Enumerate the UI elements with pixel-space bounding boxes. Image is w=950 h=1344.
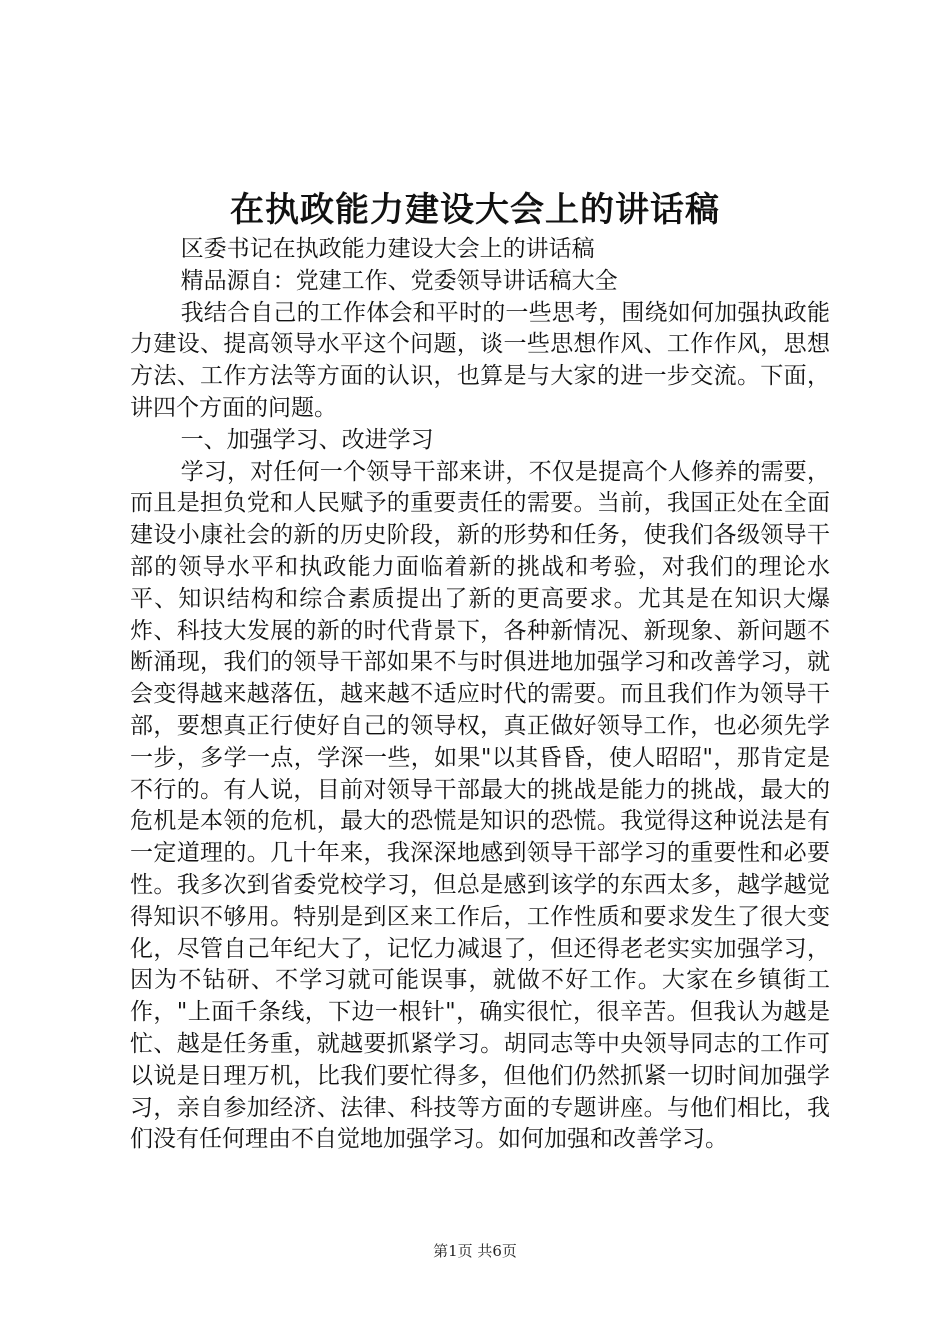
document-title: 在执政能力建设大会上的讲话稿: [230, 190, 720, 230]
paragraph-body: 学习，对任何一个领导干部来讲，不仅是提高个人修养的需要，而且是担负党和人民赋予的重要责任的需要。当前，我国正处在全面建设小康社会的新的历史阶段，新的形势和任务，使我们各级领导干部的领导水平和执政能力面临着新的挑战和考验，对我们的理论水平、知识结构和综合素质提出了新的更高要求。尤其是在知识大爆炸、科技大发展的新的时代背景下，各种新情况、新现象、新问题不断涌现，我们的领导干部如果不与时俱进地加强学习和改善学习，就会变得越来越落伍，越来越不适应时代的需要。而且我们作为领导干部，要想真正行使好自己的领导权，真正做好领导工作，也必须先学一步，多学一点，学深一些，如果"以其昏昏，使人昭昭"，那肯定是不行的。有人说，目前对领导干部最大的挑战是能力的挑战，最大的危机是本领的危机，最大的恐慌是知识的恐慌。我觉得这种说法是有一定道理的。几十年来，我深深地感到领导干部学习的重要性和必要性。我多次到省委党校学习，但总是感到该学的东西太多，越学越觉得知识不够用。特别是到区来工作后，工作性质和要求发生了很大变化，尽管自己年纪大了，记忆力减退了，但还得老老实实加强学习，因为不钻研、不学习就可能误事，就做不好工作。大家在乡镇街工作，"上面千条线，下边一根针"，确实很忙，很辛苦。但我认为越是忙、越是任务重，就越要抓紧学习。胡同志等中央领导同志的工作可以说是日理万机，比我们要忙得多，但他们仍然抓紧一切时间加强学习，亲自参加经济、法律、科技等方面的专题讲座。与他们相比，我们没有任何理由不自觉地加强学习。如何加强和改善学习。: [130, 458, 830, 1153]
paragraph-intro: 我结合自己的工作体会和平时的一些思考，围绕如何加强执政能力建设、提高领导水平这个问题，谈一些思想作风、工作作风，思想方法、工作方法等方面的认识，也算是与大家的进一步交流。下面，讲四个方面的问题。: [130, 299, 830, 421]
page-number-footer: 第1页 共6页: [433, 1242, 517, 1260]
paragraph-source: 精品源自：党建工作、党委领导讲话稿大全: [180, 267, 618, 294]
paragraph-subtitle: 区委书记在执政能力建设大会上的讲话稿: [180, 236, 595, 262]
section-heading: 一、加强学习、改进学习: [180, 426, 434, 453]
document-body: [130, 234, 830, 1156]
